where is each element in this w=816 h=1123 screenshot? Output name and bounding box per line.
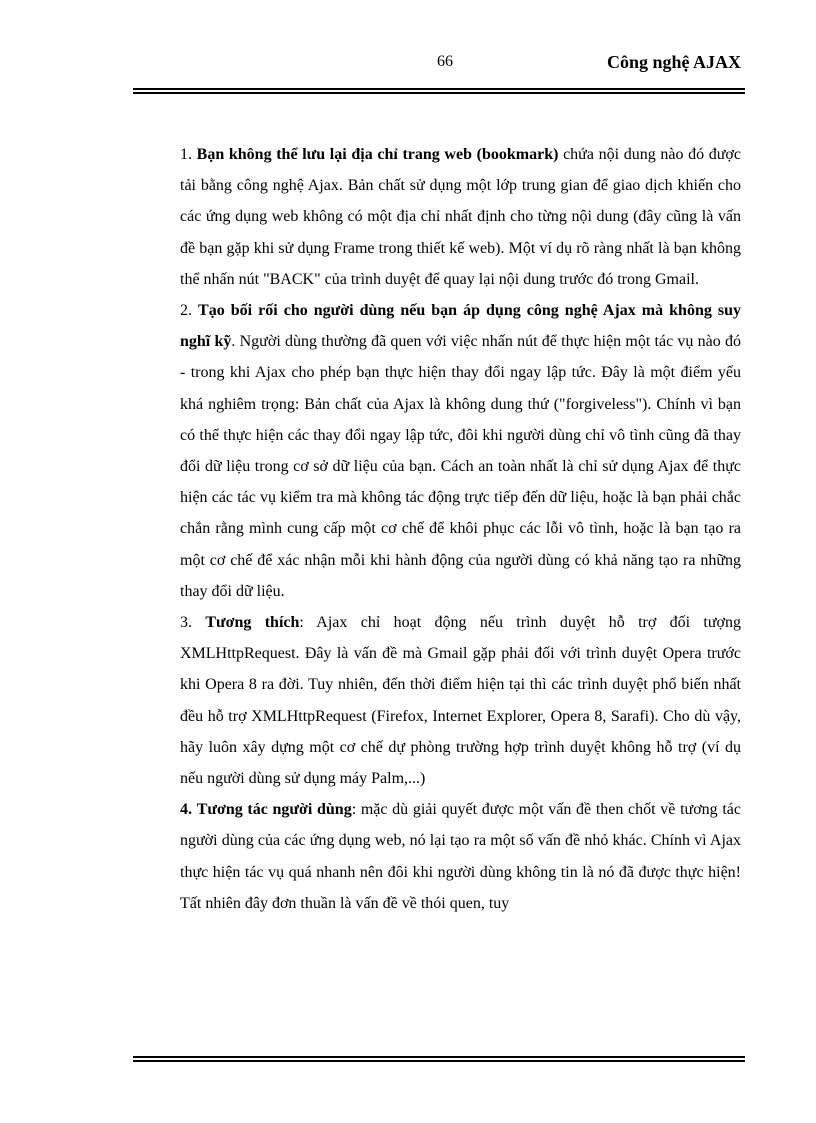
paragraph-4 <box>180 794 741 919</box>
header-rule <box>133 88 745 94</box>
paragraph-heading: Tương thích <box>205 614 300 632</box>
paragraph-number: 2. <box>180 302 192 320</box>
document-body <box>180 139 741 919</box>
paragraph-heading: Tương tác người dùng <box>196 801 352 819</box>
footer-rule <box>133 1056 745 1062</box>
page-header <box>133 50 745 80</box>
paragraph-heading: Tạo bối rối cho người dùng nếu bạn áp dụng công nghệ Ajax mà không suy nghĩ kỹ <box>180 302 742 351</box>
paragraph-text: . Người dùng thường đã quen với việc nhấn nút để thực hiện một tác vụ nào đó - trong khi Ajax cho phép bạn thực hiện thay đổi ngay lập tức. Đây là một điểm yếu khá nghiêm trọng: Bản chất của Ajax là không dung thứ ("forgiveless"). Chính vì bạn có thể thực hiện các thay đổi ngay lập tức, đôi khi người dùng chỉ vô tình cũng đã thay đổi dữ liệu trong cơ sở dữ liệu của bạn. Cách an toàn nhất là chỉ sử dụng Ajax để thực hiện các tác vụ kiểm tra mà không tác động trực tiếp đến dữ liệu, hoặc là bạn phải chắc chắn rằng mình cung cấp một cơ chế để khôi phục các lỗi vô tình, hoặc là bạn tạo ra một cơ chế để xác nhận mỗi khi hành động của người dùng có khả năng tạo ra những thay đổi dữ liệu. <box>180 333 742 600</box>
page-number: 66 <box>437 53 453 70</box>
paragraph-1 <box>180 139 741 295</box>
paragraph-text: : mặc dù giải quyết được một vấn đề then chốt về tương tác người dùng của các ứng dụng web, nó lại tạo ra một số vấn đề nhỏ khác. Chính vì Ajax thực hiện tác vụ quá nhanh nên đôi khi người dùng không tin là nó đã được thực hiện! Tất nhiên đây đơn thuần là vấn đề về thói quen, tuy <box>180 801 741 912</box>
paragraph-text: : Ajax chỉ hoạt động nếu trình duyệt hỗ trợ đối tượng XMLHttpRequest. Đây là vấn đề mà Gmail gặp phải đối với trình duyệt Opera trước khi Opera 8 ra đời. Tuy nhiên, đến thời điểm hiện tại thì các trình duyệt phổ biến nhất đều hỗ trợ XMLHttpRequest (Firefox, Internet Explorer, Opera 8, Sarafi). Cho dù vậy, hãy luôn xây dựng một cơ chế dự phòng trường hợp trình duyệt không hỗ trợ (ví dụ nếu người dùng sử dụng máy Palm,...) <box>180 614 742 788</box>
paragraph-2 <box>180 295 741 607</box>
header-title: Công nghệ AJAX <box>606 52 741 72</box>
paragraph-number: 1. <box>180 146 192 163</box>
paragraph-heading: Bạn không thể lưu lại địa chỉ trang web (bookmark) <box>196 146 559 163</box>
paragraph-number: 3. <box>180 614 192 632</box>
paragraph-3 <box>180 607 741 794</box>
paragraph-text: chứa nội dung nào đó được tải bằng công nghệ Ajax. Bản chất sử dụng một lớp trung gian để giao dịch khiến cho các ứng dụng web không có một địa chỉ nhất định cho từng nội dung (đây cũng là vấn đề bạn gặp khi sử dụng Frame trong thiết kế web). Một ví dụ rõ ràng nhất là bạn không thể nhấn nút "BACK" của trình duyệt để quay lại nội dung trước đó trong Gmail. <box>180 146 741 288</box>
paragraph-number: 4. <box>180 801 192 819</box>
